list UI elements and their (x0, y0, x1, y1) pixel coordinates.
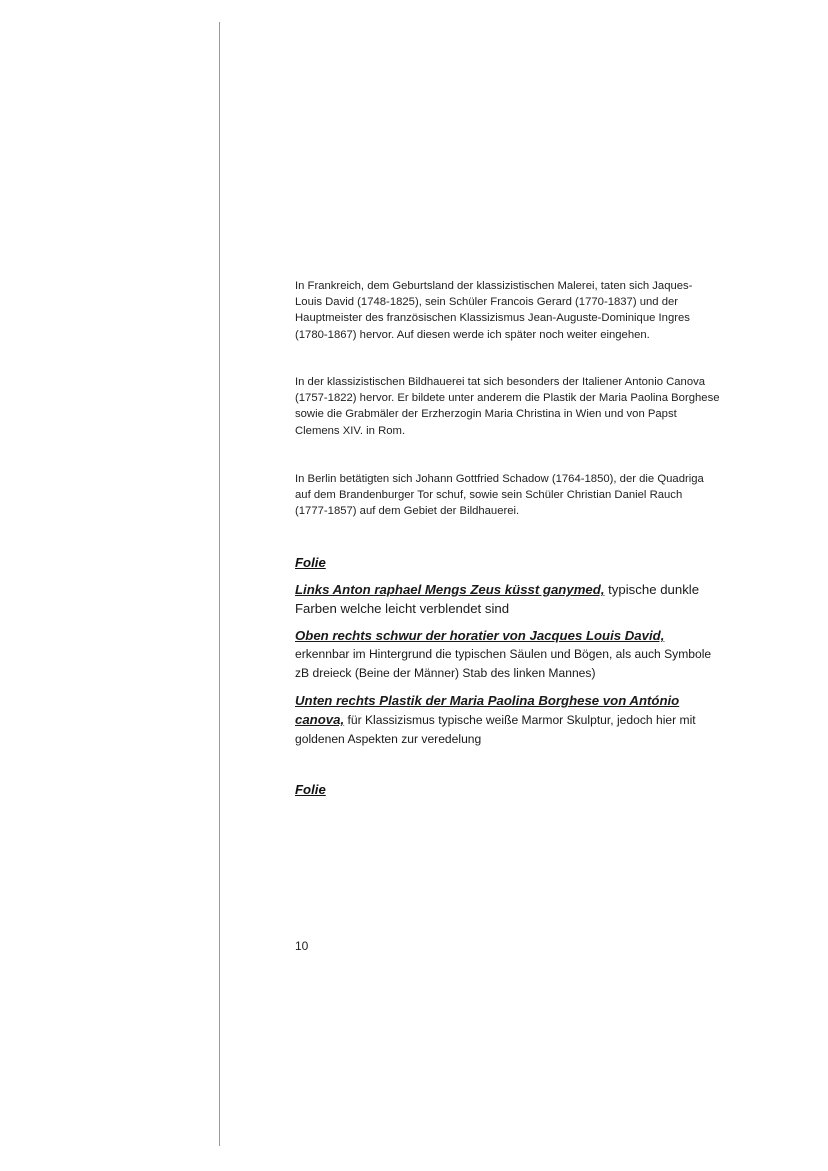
item-line: Farben welche leicht verblendet sind (295, 601, 510, 616)
paragraph-line: Clemens XIV. in Rom. (295, 424, 406, 437)
paragraph-line: (1780-1867) hervor. Auf diesen werde ich später noch weiter eingehen. (295, 328, 650, 341)
item-line: zB dreieck (Beine der Männer) Stab des linken Mannes) (295, 666, 596, 680)
slide-item-david (295, 626, 711, 683)
paragraph-france (295, 278, 692, 343)
paragraph-berlin (295, 471, 704, 520)
paragraph-line: In der klassizistischen Bildhauerei tat sich besonders der Italiener Antonio Canova (295, 376, 706, 388)
paragraph-line: sowie die Grabmäler der Erzherzogin Maria Christina in Wien und von Papst (295, 408, 677, 421)
paragraph-line: (1777-1857) auf dem Gebiet der Bildhauerei. (295, 505, 520, 518)
slide-item-mengs (295, 580, 699, 618)
paragraph-line: (1757-1822) hervor. Er bildete unter anderem die Plastik der Maria Paolina Borghese (295, 392, 720, 405)
folie-heading: Folie (295, 782, 326, 797)
item-text: typische dunkle (604, 582, 700, 597)
slide-item-canova (295, 691, 696, 749)
item-text: für Klassizismus typische weiße Marmor Skulptur, jedoch hier mit (344, 713, 696, 727)
paragraph-line: Louis David (1748-1825), sein Schüler Francois Gerard (1770-1837) und der (295, 296, 679, 309)
item-line (295, 710, 696, 730)
item-line: erkennbar im Hintergrund die typischen Säulen und Bögen, als auch Symbole (295, 647, 712, 661)
item-heading: Oben rechts schwur der horatier von Jacques Louis David, (295, 628, 665, 643)
paragraph-line: In Frankreich, dem Geburtsland der klassizistischen Malerei, taten sich Jaques- (295, 280, 693, 292)
paragraph-line: auf dem Brandenburger Tor schuf, sowie sein Schüler Christian Daniel Rauch (295, 489, 683, 502)
item-line: goldenen Aspekten zur veredelung (295, 732, 482, 746)
page-margin-line (219, 22, 220, 1146)
item-heading: Links Anton raphael Mengs Zeus küsst ganymed, (295, 582, 605, 597)
page-number: 10 (295, 939, 309, 953)
folie-heading: Folie (295, 555, 326, 570)
paragraph-line: In Berlin betätigten sich Johann Gottfried Schadow (1764-1850), der die Quadriga (295, 473, 704, 485)
item-heading-continued: canova, (295, 712, 345, 727)
paragraph-line: Hauptmeister des französischen Klassizismus Jean-Auguste-Dominique Ingres (295, 312, 690, 325)
paragraph-sculpture (295, 374, 720, 439)
item-heading: Unten rechts Plastik der Maria Paolina Borghese von António (295, 693, 680, 708)
item-line (295, 580, 699, 599)
